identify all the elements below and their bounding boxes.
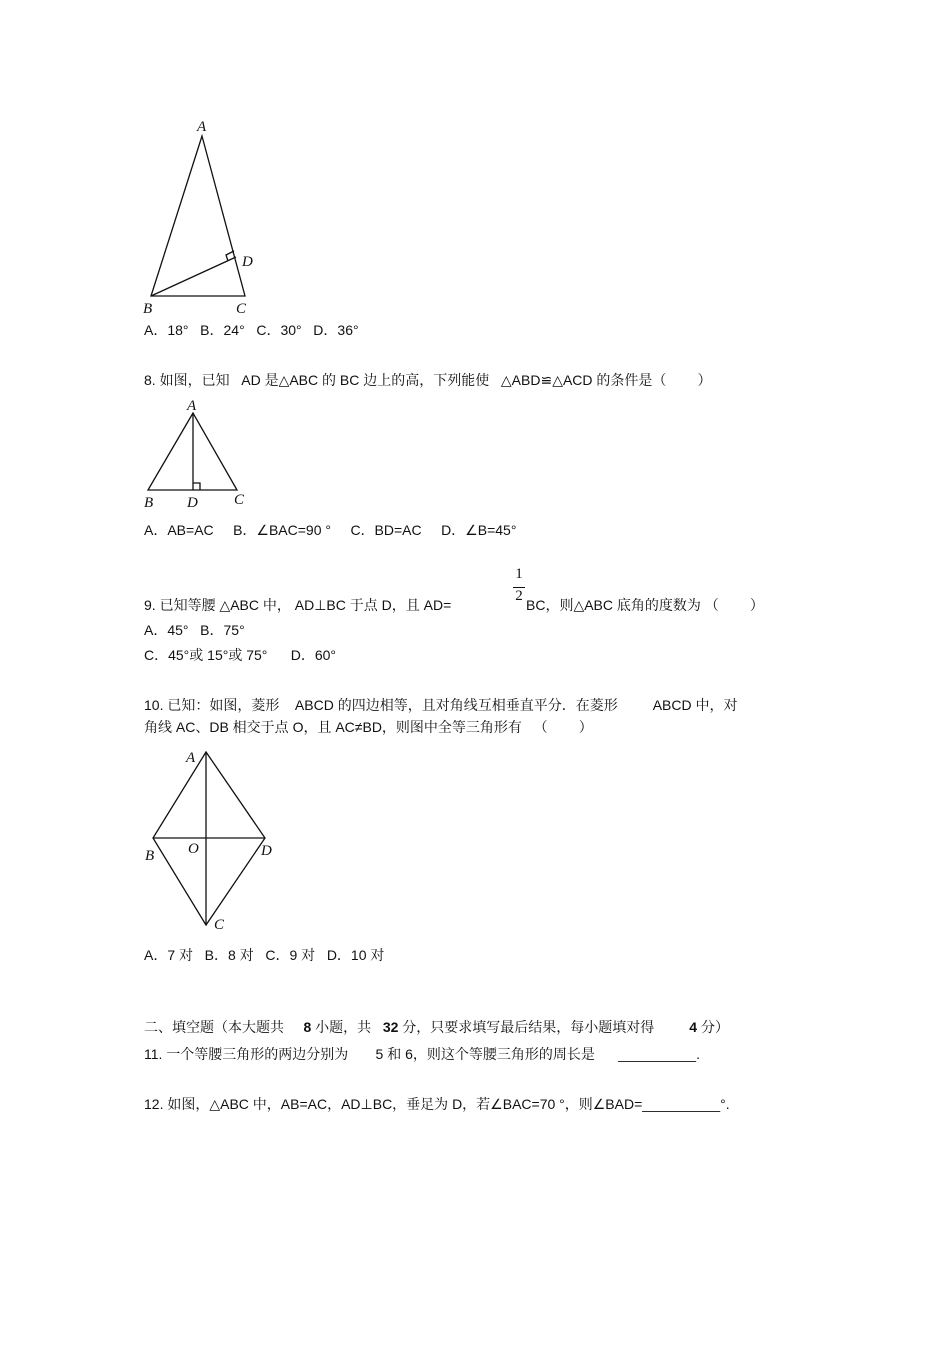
q9-fraction-numerator: 1 — [515, 566, 523, 582]
section2-total-score: 32 — [382, 1019, 399, 1035]
q9-stem-part2: BC，则△ABC 底角的度数为 （ ） — [526, 597, 764, 613]
q10-label-o: O — [188, 841, 199, 857]
q12-line — [144, 1095, 730, 1113]
q11-stem: 11. 一个等腰三角形的两边分别为 5 和 6，则这个等腰三角形的周长是 — [144, 1046, 619, 1062]
section2-heading — [144, 1018, 729, 1036]
q9-fraction-denominator: 2 — [515, 588, 523, 604]
q12-stem: 12. 如图，△ABC 中，AB=AC，AD⊥BC，垂足为 D，若∠BAC=70 °，则∠BAD= — [144, 1096, 643, 1112]
section2-question-count: 8 — [303, 1019, 312, 1035]
q11-answer-blank: __________ — [618, 1046, 697, 1062]
section2-prefix: 二、填空题（本大题共 — [144, 1019, 304, 1035]
q10-label-d: D — [261, 843, 272, 859]
section2-suffix: 分） — [697, 1019, 729, 1035]
q8-stem: 8. 如图，已知 AD 是△ABC 的 BC 边上的高，下列能使 △ABD≌△ACD 的条件是（ ） — [144, 372, 712, 388]
section2-mid2: 分，只要求填写最后结果，每小题填对得 — [398, 1019, 690, 1035]
q11-end: . — [696, 1046, 700, 1062]
section2-mid1: 小题，共 — [311, 1019, 383, 1035]
section2-each-score: 4 — [689, 1019, 698, 1035]
q7-label-b: B — [143, 301, 153, 317]
q10-stem-line1: 10. 已知：如图，菱形 ABCD 的四边相等，且对角线互相垂直平分．在菱形 ABCD 中，对 — [144, 697, 738, 713]
q8-label-a: A — [187, 398, 197, 414]
q10-label-a: A — [186, 750, 196, 766]
q8-label-c: C — [234, 492, 245, 508]
q11-line — [144, 1045, 700, 1063]
q7-options: A．18° B．24° C．30° D．36° — [144, 322, 359, 338]
q10-label-b: B — [145, 848, 155, 864]
q10-options: A．7 对 B．8 对 C．9 对 D．10 对 — [144, 947, 385, 963]
q8-options: A．AB=AC B．∠BAC=90 ° C．BD=AC D．∠B=45° — [144, 522, 517, 538]
q12-end: °. — [720, 1096, 730, 1112]
q10-stem-line2: 角线 AC、DB 相交于点 O，且 AC≠BD，则图中全等三角形有 （ ） — [144, 719, 593, 735]
q12-answer-blank: __________ — [642, 1096, 721, 1112]
q9-options-line1: A．45° B．75° — [144, 622, 245, 638]
q8-label-d: D — [187, 495, 198, 511]
q8-label-b: B — [144, 495, 154, 511]
q10-label-c: C — [214, 917, 225, 933]
q9-options-line2: C．45°或 15°或 75° D．60° — [144, 647, 337, 663]
q7-label-c: C — [236, 301, 247, 317]
q9-stem-part1: 9. 已知等腰 △ABC 中， AD⊥BC 于点 D，且 AD= — [144, 597, 452, 613]
q7-label-d: D — [242, 254, 253, 270]
q7-label-a: A — [197, 119, 207, 135]
